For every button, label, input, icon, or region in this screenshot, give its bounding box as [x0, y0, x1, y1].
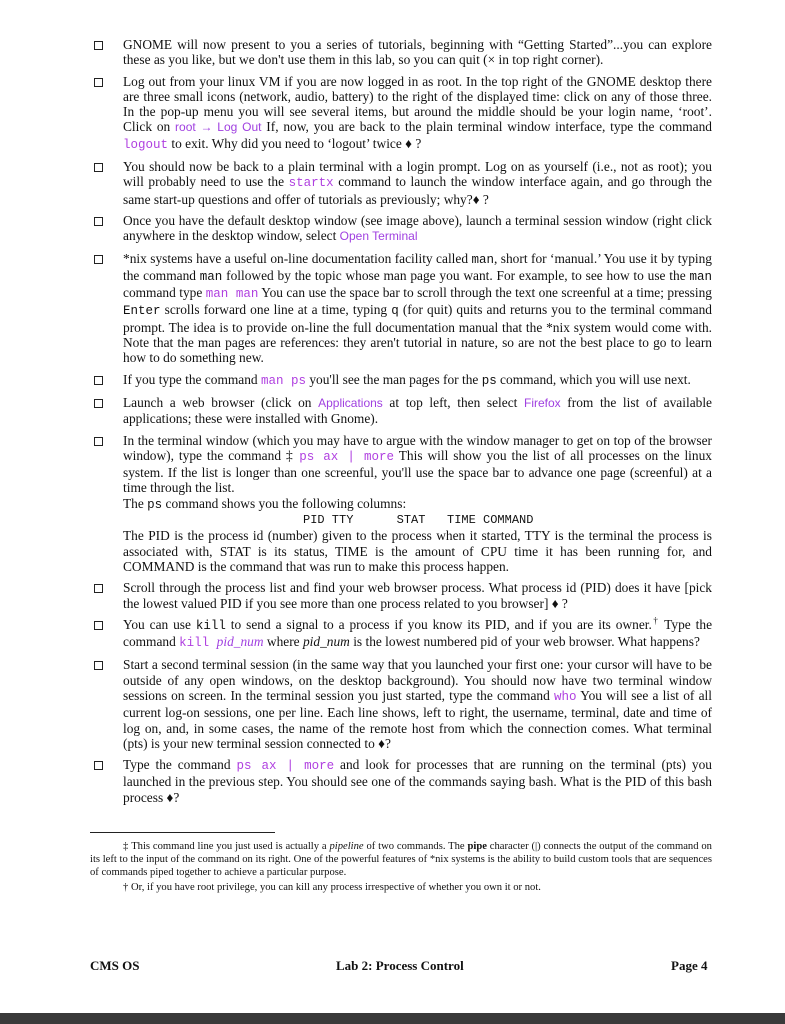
footnote-root [90, 881, 712, 894]
text-segment: pid_num [302, 634, 350, 650]
text-segment: pid_num [216, 634, 264, 650]
text-segment: command shows you the following columns: [162, 495, 407, 511]
text-segment: Log out from your linux VM if you are now logged in as root. In the top right of the GNOME desktop there are three small icons (network, audio, battery) to the right of the displayed time: click on any of those three. In the pop-up menu you will see several items, but around the middle should be your login name, ‘root’. Click on [123, 73, 712, 135]
text-segment: This will show you the list of all processes on the linux system. If the list is longer than one screenful, you'll use the space bar to advance one page (screenful) at a time through the list. [123, 447, 712, 496]
command-text: man man [205, 287, 259, 302]
command-text: who [554, 689, 577, 704]
checklist-item [90, 251, 712, 366]
footer-page-number: Page 4 [671, 958, 708, 973]
checkbox-icon[interactable] [94, 661, 103, 670]
checkbox-icon[interactable] [94, 584, 103, 593]
command-text: startx [288, 176, 334, 191]
checkbox-icon[interactable] [94, 376, 103, 385]
command-text: man ps [260, 373, 306, 388]
footer-course: CMS OS [90, 958, 140, 973]
text-segment: where [263, 634, 303, 650]
text-segment: man [199, 269, 223, 284]
text-segment: command, which you will use next. [496, 371, 691, 387]
checkbox-icon[interactable] [94, 621, 103, 630]
checklist-item [90, 159, 712, 207]
command-text: ps ax | more [299, 449, 395, 464]
checkbox-icon[interactable] [94, 78, 103, 87]
text-segment: is the lowest numbered pid of your web browser. What happens? [349, 634, 700, 650]
text-segment: Launch a web browser (click on [123, 394, 319, 410]
text-segment: command type [123, 285, 206, 301]
checklist-item [90, 37, 712, 68]
text-segment: You can use the space bar to scroll through the text one screenful at a time; pressing [258, 285, 712, 301]
footer-title: Lab 2: Process Control [336, 958, 464, 973]
text-segment: command to launch the window interface again, and go through the same start-up questions and offer of tutorials as previously; why?♦ ? [123, 174, 713, 207]
text-segment: The [123, 495, 148, 511]
text-segment: pipeline [329, 841, 364, 852]
text-segment: ps [147, 497, 163, 512]
text-segment: (for quit) quits and returns you to the terminal command prompt. The idea is to provide on-line the full documentation manual that the *nix system would come with. Note that the man pages are references: they aren't tutorial in nature, so are not the best place to go to learn how to do something new. [123, 302, 712, 366]
checkbox-icon[interactable] [94, 163, 103, 172]
text-segment: Enter [123, 304, 161, 319]
text-segment: Scroll through the process list and find your web browser process. What process id (PID) does it have [pick the lowest valued PID if you see more than one process related to you browser] ♦ ? [123, 580, 712, 611]
footnote-rule [90, 832, 275, 833]
text-segment: You can use [123, 616, 196, 632]
text-segment: † Or, if you have root privilege, you can kill any process irrespective of whether you own it or not. [123, 882, 541, 893]
checklist-item [90, 580, 712, 611]
checklist-item [90, 213, 712, 245]
text-segment: pipe [467, 841, 487, 852]
text-segment: q [391, 304, 399, 319]
text-segment: Once you have the default desktop window (see image above), launch a terminal session window (right click anywhere in the desktop window, select [123, 212, 712, 244]
text-segment: , short for ‘manual.’ You use it by typing the command [123, 250, 713, 283]
text-segment: If you type the command [123, 371, 261, 387]
footnote-pipeline [90, 840, 712, 879]
text-segment: You should now be back to a plain terminal with a login prompt. Log on as yourself (i.e., not as root); you will probably need to use the [123, 159, 712, 190]
checkbox-icon[interactable] [94, 41, 103, 50]
checkbox-icon[interactable] [94, 217, 103, 226]
text-segment: of two commands. The [363, 841, 468, 852]
text-segment: ps [481, 373, 497, 388]
text-segment: If, now, you are back to the plain terminal window interface, type the command [261, 119, 713, 135]
checklist-item [90, 433, 712, 575]
text-segment: you'll see the man pages for the [305, 371, 482, 387]
text-segment: from the list of available applications; these were installed with Gnome). [123, 394, 712, 427]
command-text: kill [179, 636, 217, 651]
text-segment: man [471, 252, 494, 267]
text-segment: † [651, 615, 660, 626]
text-segment: The PID is the process id (number) given to the process when it started, TTY is the terminal the process is associated with, STAT is its status, TIME is the amount of CPU time it has been running for, and COMMAND is the command that was run to make this process happen. [123, 528, 712, 574]
command-text: logout [123, 137, 169, 152]
menu-item-text: Open Terminal [339, 229, 418, 244]
text-segment: kill [195, 618, 226, 633]
text-segment: followed by the topic whose man page you want. For example, to see how to use the [222, 267, 690, 283]
text-segment: man [689, 269, 712, 284]
checkbox-icon[interactable] [94, 255, 103, 264]
checkbox-icon[interactable] [94, 761, 103, 770]
checklist-item [90, 617, 712, 652]
checklist [90, 37, 712, 811]
command-text: ps ax | more [236, 759, 335, 774]
checklist-item [90, 74, 712, 153]
ps-columns: PID TTY STAT TIME COMMAND [303, 513, 534, 528]
menu-item-text: Applications [318, 395, 383, 410]
checklist-item [90, 657, 712, 751]
text-segment: You will see a list of all current log-on sessions, one per line. Each line shows, left to right, the username, terminal, date and time of log on, and, in some cases, the name of the remote host from which the connection comes. What terminal (pts) is your new terminal session connected to ♦? [123, 687, 712, 751]
text-segment: In the terminal window (which you may have to argue with the window manager to get on top of the browser window), type the command ‡ [123, 432, 712, 463]
text-segment: ‡ This command line you just used is actually a [123, 841, 330, 852]
text-segment: at top left, then select [382, 394, 524, 410]
text-segment: Type the command [123, 616, 713, 650]
text-segment: and look for processes that are running on the terminal (pts) you launched in the previous step. You should see one of the commands saying bash. What is the PID of this bash process ♦? [123, 757, 713, 805]
text-segment: *nix systems have a useful on-line documentation facility called [123, 250, 472, 266]
checklist-item [90, 757, 712, 805]
text-segment: to send a signal to a process if you know its PID, and if you are its owner. [225, 616, 652, 632]
checklist-item [90, 372, 712, 389]
text-segment: Type the command [123, 757, 237, 773]
text-segment: Start a second terminal session (in the same way that you launched your first one: your cursor will have to be outside of any open windows, on the desktop background). You should now have two terminal window sessions on screen. In the terminal session you just started, type the command [123, 657, 712, 703]
checklist-item [90, 395, 712, 427]
menu-item-text: root → Log Out [175, 120, 262, 135]
viewer-bottom-bar [0, 1013, 785, 1024]
menu-item-text: Firefox [524, 395, 561, 410]
text-segment: GNOME will now present to you a series of tutorials, beginning with “Getting Started”...you can explore these as you like, but we don't use them in this lab, so you can quit (× in top right corner). [123, 37, 712, 68]
checkbox-icon[interactable] [94, 437, 103, 446]
text-segment: character (|) connects the output of the command on its left to the input of the command on its right. One of the powerful features of *nix systems is the ability to build custom tools that are sequences of commands piped together to achieve a particular purpose. [90, 841, 712, 878]
text-segment: scrolls forward one line at a time, typing [160, 302, 392, 318]
text-segment: to exit. Why did you need to ‘logout’ twice ♦ ? [168, 135, 422, 151]
checkbox-icon[interactable] [94, 399, 103, 408]
